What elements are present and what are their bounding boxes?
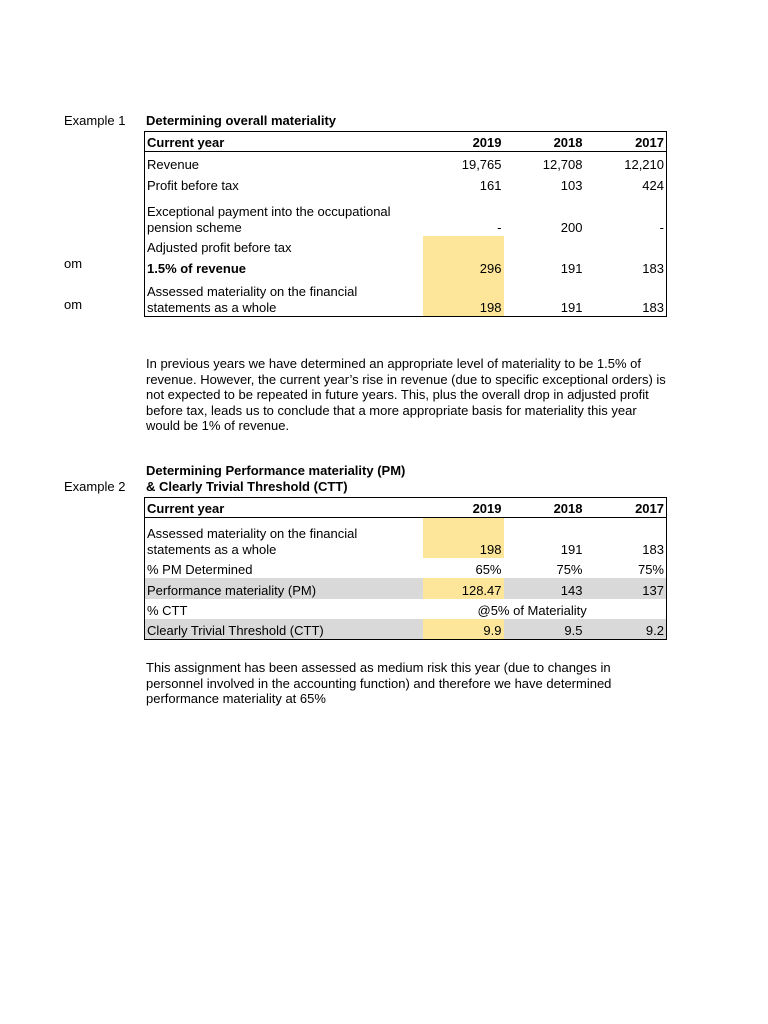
side-label-om-2: om	[64, 297, 83, 312]
row-label-line-1: Assessed materiality on the financial	[147, 525, 358, 541]
cell-2018: 9.5	[504, 619, 585, 640]
cell-2019: 65%	[475, 561, 502, 577]
header-current-year: Current year	[145, 132, 423, 152]
cell-2018: 143	[504, 578, 585, 599]
performance-materiality-table	[144, 497, 667, 640]
row-label-line-1: Exceptional payment into the occupational	[147, 203, 391, 219]
row-label-line-2: statements as a whole	[147, 541, 277, 557]
cell-2019: 198	[423, 518, 504, 558]
cell-2019: 9.9	[423, 619, 504, 640]
example-1-paragraph: In previous years we have determined an appropriate level of materiality to be 1.5% of revenue. However, the current year’s rise in revenue (due to specific exceptional orders) is not expected to be repeated in future years. This, plus the overall drop in adjusted profit before tax, leads us to conclude that a more appropriate basis for materiality this year would be 1% of revenue.	[146, 356, 666, 434]
table-row-pm-determined	[145, 558, 667, 578]
header-2019: 2019	[423, 498, 504, 518]
row-label: Performance materiality (PM)	[145, 578, 423, 599]
table-header-row	[145, 498, 667, 518]
example-2-title-line-2: & Clearly Trivial Threshold (CTT)	[146, 479, 348, 494]
cell-2018: 191	[560, 300, 583, 315]
cell-2019: 198	[423, 277, 504, 317]
example-1-label: Example 1	[64, 113, 126, 128]
table-row-assessed-materiality	[145, 277, 667, 317]
cell-2017: -	[659, 219, 664, 235]
cell-2017: 75%	[637, 561, 664, 577]
example-1-title: Determining overall materiality	[146, 113, 337, 128]
cell-2017: 137	[585, 578, 667, 599]
table-row-performance-materiality	[145, 578, 667, 599]
cell-2017: 183	[642, 300, 664, 315]
cell-2018: 191	[560, 260, 583, 276]
cell-2018: 12,708	[542, 156, 583, 172]
row-label	[145, 194, 423, 236]
header-2017: 2017	[585, 498, 667, 518]
row-label: % CTT	[147, 602, 188, 618]
table-row-profit-before-tax	[145, 173, 667, 194]
row-label-line-2: pension scheme	[147, 219, 242, 235]
cell-2019: 128.47	[423, 578, 504, 599]
cell-2017: 183	[642, 260, 664, 276]
table-row-revenue	[145, 152, 667, 173]
cell-2017: 183	[642, 541, 664, 557]
header-2018: 2018	[504, 498, 585, 518]
cell-2018: 191	[560, 541, 583, 557]
table-row-ctt-percentage	[145, 599, 667, 619]
cell-2017: 424	[642, 177, 664, 193]
cell-2017	[585, 236, 667, 256]
example-2-paragraph: This assignment has been assessed as medium risk this year (due to changes in personnel involved in the accounting function) and therefore we have determined performance materiality at 65%	[146, 660, 612, 707]
cell-2018	[504, 236, 585, 256]
row-label-line-1: Assessed materiality on the financial	[147, 284, 358, 299]
table-row-clearly-trivial-threshold	[145, 619, 667, 640]
cell-2019: -	[497, 219, 502, 235]
overall-materiality-table	[144, 131, 667, 317]
ctt-note: @5% of Materiality	[477, 602, 587, 618]
table-row-revenue-percentage	[145, 256, 667, 277]
row-label: % PM Determined	[147, 561, 253, 577]
example-2-title-line-1: Determining Performance materiality (PM)	[146, 463, 406, 478]
cell-2017: 9.2	[585, 619, 667, 640]
row-label: Clearly Trivial Threshold (CTT)	[145, 619, 423, 640]
header-2018: 2018	[504, 132, 585, 152]
cell-2019	[423, 236, 504, 256]
row-label: Profit before tax	[147, 177, 239, 193]
table-row-adjusted-profit	[145, 236, 667, 256]
side-label-om-1: om	[64, 256, 83, 271]
cell-2019: 161	[479, 177, 502, 193]
table-row-exceptional-payment	[145, 194, 667, 236]
row-label: Revenue	[147, 156, 200, 172]
table-row-assessed-materiality	[145, 518, 667, 558]
row-label	[145, 277, 423, 317]
cell-2019: 19,765	[461, 156, 502, 172]
header-2019: 2019	[423, 132, 504, 152]
table-header-row	[145, 132, 667, 152]
cell-2017: 12,210	[624, 156, 664, 172]
cell-2019: 296	[423, 256, 504, 277]
cell-2018: 200	[560, 219, 583, 235]
cell-2018: 103	[560, 177, 583, 193]
cell-2018: 75%	[556, 561, 583, 577]
row-label: 1.5% of revenue	[147, 260, 246, 276]
row-label-line-2: statements as a whole	[147, 300, 277, 315]
row-label: Adjusted profit before tax	[147, 239, 292, 255]
header-2017: 2017	[585, 132, 667, 152]
header-current-year: Current year	[145, 498, 423, 518]
row-label	[145, 518, 423, 558]
example-2-label: Example 2	[64, 479, 126, 494]
